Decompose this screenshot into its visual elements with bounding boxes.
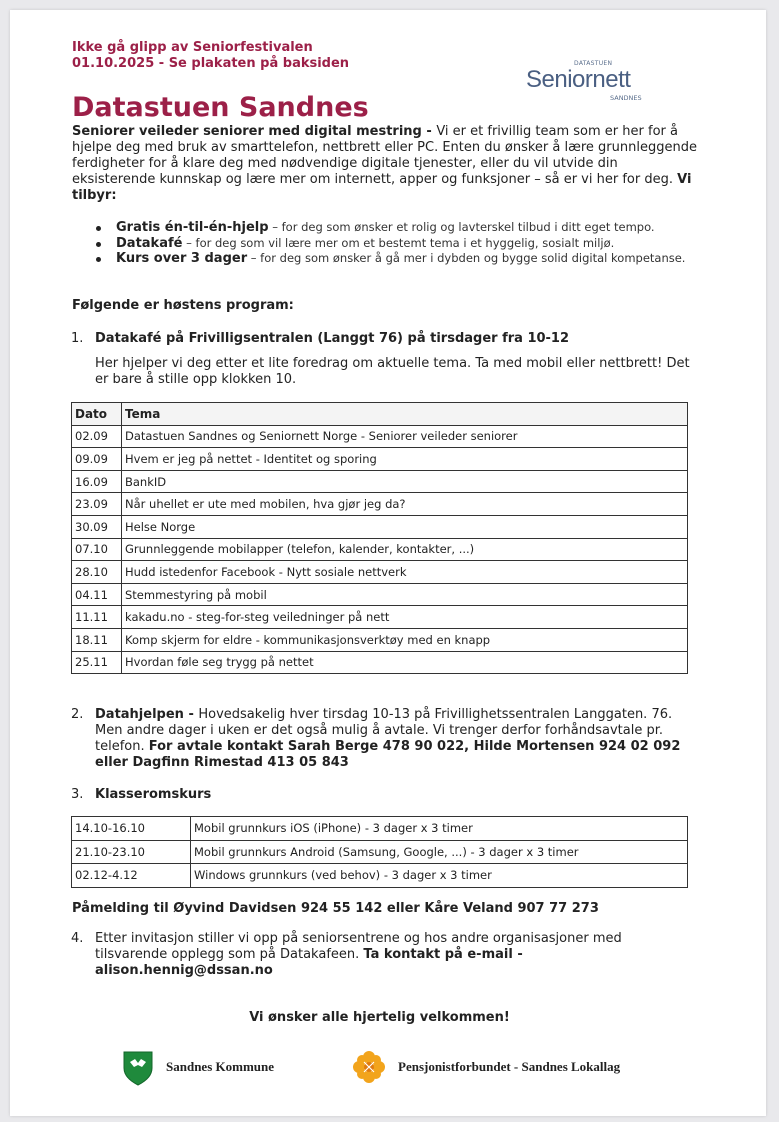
topic-cell: Grunnleggende mobilapper (telefon, kalender, kontakter, ...) [122, 538, 688, 561]
intro-bold: Seniorer veileder seniorer med digital mestring - [72, 124, 437, 139]
date-cell: 28.10 [72, 561, 122, 584]
table-row [72, 538, 688, 561]
table-row [72, 606, 688, 629]
pensjonistforbundet-label: Pensjonistforbundet - Sandnes Lokallag [398, 1059, 621, 1074]
logo-name: Seniornett [526, 66, 631, 93]
section-1-text: Her hjelper vi deg etter et lite foredrag om aktuelle tema. Ta med mobil eller nettbrett! Det er bare å stille opp klokken 10. [95, 356, 690, 387]
section-1-number: 1. [71, 331, 84, 346]
section-2-text [95, 707, 701, 771]
date-cell: 14.10-16.10 [72, 817, 191, 841]
seniornett-logo [526, 58, 646, 110]
date-cell: 25.11 [72, 651, 122, 674]
table-row [72, 583, 688, 606]
topic-cell: Komp skjerm for eldre - kommunikasjonsverktøy med en knapp [122, 628, 688, 651]
offer-desc: – for deg som ønsker å gå mer i dybden og bygge solid digital kompetanse. [247, 251, 686, 265]
table-row [72, 425, 688, 448]
section-4-body: Etter invitasjon stiller vi opp på seniorsentrene og hos andre organisasjoner med tilsvarende opplegg som på Datakafeen. [95, 931, 622, 962]
section-3-heading: Klasseromskurs [95, 787, 212, 802]
table-row [72, 448, 688, 471]
table-row [72, 470, 688, 493]
date-cell: 09.09 [72, 448, 122, 471]
topic-cell: Helse Norge [122, 515, 688, 538]
pensjonistforbundet-flower-icon [352, 1050, 386, 1084]
list-item [94, 220, 704, 236]
date-cell: 23.09 [72, 493, 122, 516]
offer-desc: – for deg som vil lære mer om et bestemt tema i et hyggelig, sosialt miljø. [182, 235, 615, 250]
topic-cell: Hvem er jeg på nettet - Identitet og sporing [122, 448, 688, 471]
signup-line: Påmelding til Øyvind Davidsen 924 55 142 eller Kåre Veland 907 77 273 [72, 901, 599, 916]
date-cell: 02.12-4.12 [72, 864, 191, 888]
topic-cell: Stemmestyring på mobil [122, 583, 688, 606]
classroom-course-table [71, 816, 688, 888]
offer-key: Datakafé [116, 235, 183, 251]
date-cell: 30.09 [72, 515, 122, 538]
festival-banner [72, 40, 349, 72]
intro-paragraph [72, 124, 700, 204]
section-2-bold: Datahjelpen - [95, 707, 199, 722]
date-cell: 11.11 [72, 606, 122, 629]
date-cell: 16.09 [72, 470, 122, 493]
logo-sub-text: SANDNES [610, 94, 642, 102]
program-heading: Følgende er høstens program: [72, 298, 294, 313]
topic-cell: Datastuen Sandnes og Seniornett Norge - Seniorer veileder seniorer [122, 425, 688, 448]
table-row [72, 840, 688, 864]
table-row [72, 628, 688, 651]
date-cell: 21.10-23.10 [72, 840, 191, 864]
date-cell: 02.09 [72, 425, 122, 448]
intro-text: Vi er et frivillig team som er her for å hjelpe deg med bruk av smarttelefon, nettbrett eller PC. Enten du ønsker å lære grunnleggende ferdigheter for å klare deg med nødvendige digitale tjenester, eller du vil utvide din eksisterende kunnskap og lære mer om internett, apper og funksjoner – så er vi her for deg. [72, 124, 697, 187]
table-row [72, 561, 688, 584]
sandnes-kommune-label: Sandnes Kommune [166, 1059, 274, 1074]
course-cell: Mobil grunnkurs Android (Samsung, Google, ...) - 3 dager x 3 timer [191, 840, 688, 864]
offer-desc: – for deg som ønsker et rolig og lavterskel tilbud i ditt eget tempo. [268, 220, 655, 234]
table-row [72, 515, 688, 538]
topic-cell: Hvordan føle seg trygg på nettet [122, 651, 688, 674]
column-header-tema: Tema [122, 403, 688, 426]
section-1-heading: Datakafé på Frivilligsentralen (Langgt 76) på tirsdager fra 10-12 [95, 331, 570, 346]
section-4-contact: Ta kontakt på e-mail - alison.hennig@dssan.no [95, 947, 523, 978]
topic-cell: BankID [122, 470, 688, 493]
section-2-contact: For avtale kontakt Sarah Berge 478 90 022, Hilde Mortensen 924 02 092 eller Dagfinn Rimestad 413 05 843 [95, 739, 681, 770]
column-header-dato: Dato [72, 403, 122, 426]
sandnes-shield-icon [122, 1050, 154, 1086]
section-2-number: 2. [71, 707, 84, 722]
date-cell: 07.10 [72, 538, 122, 561]
course-cell: Mobil grunnkurs iOS (iPhone) - 3 dager x 3 timer [191, 817, 688, 841]
table-header-row [72, 403, 688, 426]
document-page [10, 10, 766, 1116]
banner-line-2: 01.10.2025 - Se plakaten på baksiden [72, 56, 350, 71]
offer-key: Gratis én-til-én-hjelp [116, 220, 269, 235]
page-title: Datastuen Sandnes [72, 92, 369, 123]
date-cell: 18.11 [72, 628, 122, 651]
table-row [72, 493, 688, 516]
banner-line-1: Ikke gå glipp av Seniorfestivalen [72, 40, 313, 55]
list-item [94, 251, 704, 267]
welcome-message: Vi ønsker alle hjertelig velkommen! [249, 1010, 510, 1025]
offer-key: Kurs over 3 dager [116, 251, 248, 266]
table-row [72, 817, 688, 841]
date-cell: 04.11 [72, 583, 122, 606]
logo-top-text: DATASTUEN [574, 60, 613, 67]
table-row [72, 864, 688, 888]
course-cell: Windows grunnkurs (ved behov) - 3 dager x 3 timer [191, 864, 688, 888]
topic-cell: Når uhellet er ute med mobilen, hva gjør jeg da? [122, 493, 688, 516]
section-4-number: 4. [71, 931, 84, 946]
topic-cell: kakadu.no - steg-for-steg veiledninger på nett [122, 606, 688, 629]
intro-offers-label: Vi tilbyr: [72, 172, 692, 203]
datakafe-schedule-table [71, 402, 688, 674]
list-item [94, 236, 704, 252]
section-2-body: Hovedsakelig hver tirsdag 10-13 på Frivillighetssentralen Langgaten. 76. Men andre dager i uken er det også mulig å avtale. Vi trenger derfor forhåndsavtale pr. telefon. [95, 707, 673, 754]
topic-cell: Hudd istedenfor Facebook - Nytt sosiale nettverk [122, 561, 688, 584]
offers-list [94, 220, 704, 267]
section-4-text [95, 931, 675, 979]
section-3-number: 3. [71, 787, 84, 802]
table-row [72, 651, 688, 674]
